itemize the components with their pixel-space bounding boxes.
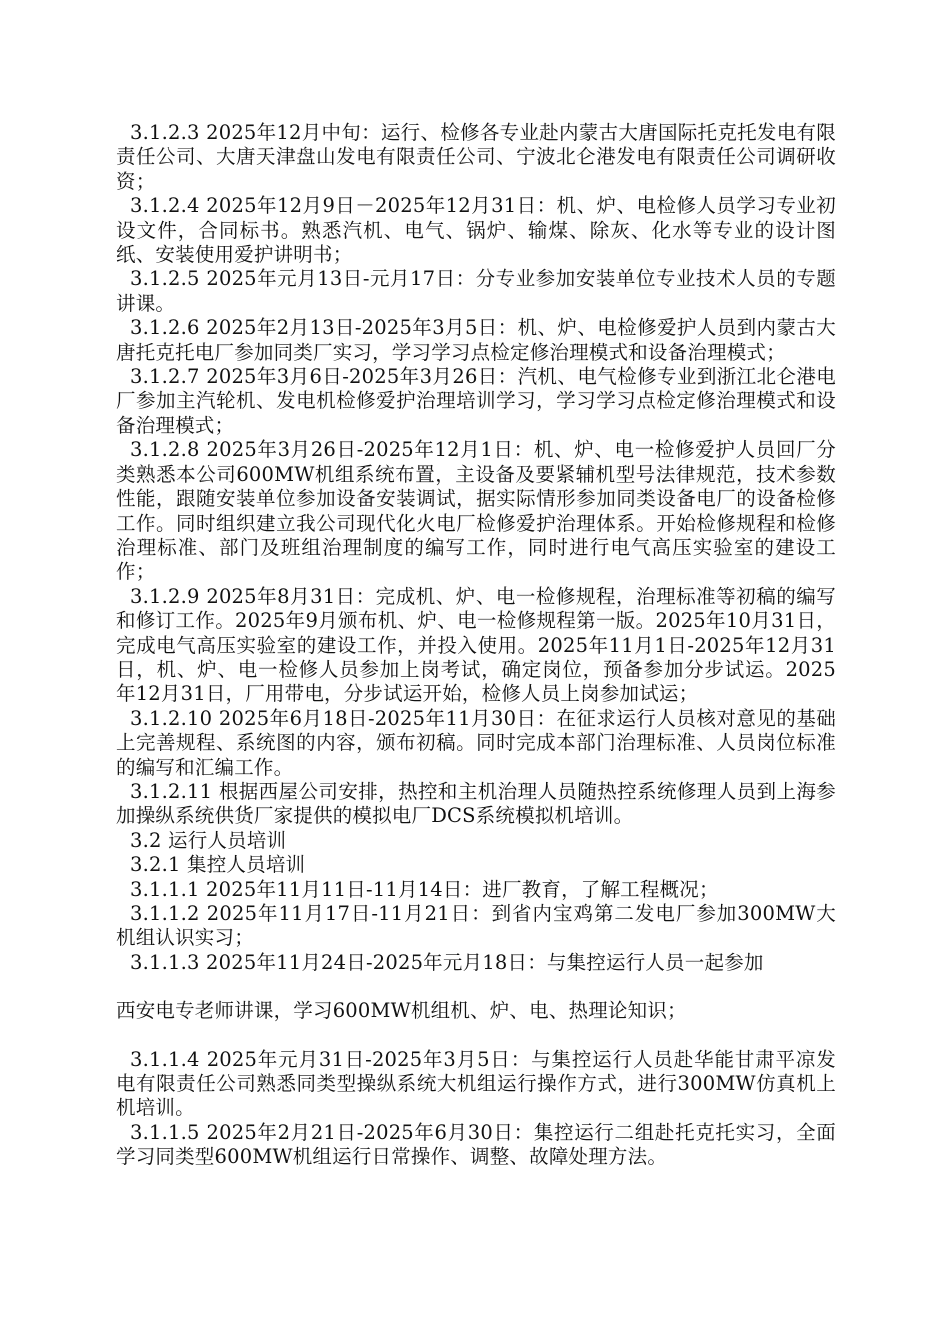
paragraph-3-1-1-4: 3.1.1.4 2025年元月31日-2025年3月5日：与集控运行人员赴华能甘肃平凉发电有限责任公司熟悉同类型操纵系统大机组运行操作方式，进行300MW仿真机上机培训。 — [116, 1047, 836, 1120]
paragraph-3-1-2-8: 3.1.2.8 2025年3月26日-2025年12月1日：机、炉、电一检修爱护人员回厂分类熟悉本公司600MW机组系统布置，主设备及要紧辅机型号法律规范，技术参数性能，跟随安装单位参加设备安装调试，据实际情形参加同类设备电厂的设备检修工作。同时组织建立我公司现代化火电厂检修爱护治理体系。开始检修规程和检修治理标准、部门及班组治理制度的编写工作，同时进行电气高压实验室的建设工作； — [116, 438, 836, 584]
paragraph-3-1-1-1: 3.1.1.1 2025年11月11日-11月14日：进厂教育，了解工程概况； — [130, 877, 719, 901]
section-heading-3-2: 3.2 运行人员培训 — [130, 828, 287, 852]
paragraph-3-1-1-3-continued: 西安电专老师讲课，学习600MW机组机、炉、电、热理论知识； — [116, 999, 687, 1023]
paragraph-3-1-1-3: 3.1.1.3 2025年11月24日-2025年元月18日：与集控运行人员一起参加 — [130, 950, 764, 974]
paragraph-3-1-2-6: 3.1.2.6 2025年2月13日-2025年3月5日：机、炉、电检修爱护人员到内蒙古大唐托克托电厂参加同类厂实习，学习学习点检定修治理模式和设备治理模式； — [116, 316, 836, 364]
paragraph-3-1-1-5: 3.1.1.5 2025年2月21日-2025年6月30日：集控运行二组赴托克托实习，全面学习同类型600MW机组运行日常操作、调整、故障处理方法。 — [116, 1120, 836, 1169]
paragraph-3-1-1-2: 3.1.1.2 2025年11月17日-11月21日：到省内宝鸡第二发电厂参加300MW大机组认识实习； — [116, 902, 836, 950]
paragraph-3-1-2-11: 3.1.2.11 根据西屋公司安排，热控和主机治理人员随热控系统修理人员到上海参加操纵系统供货厂家提供的模拟电厂DCS系统模拟机培训。 — [116, 779, 836, 828]
paragraph-3-1-2-10: 3.1.2.10 2025年6月18日-2025年11月30日：在征求运行人员核对意见的基础上完善规程、系统图的内容，颁布初稿。同时完成本部门治理标准、人员岗位标准的编写和汇编工作。 — [116, 706, 836, 779]
document-body — [116, 121, 836, 1170]
paragraph-3-1-2-7: 3.1.2.7 2025年3月6日-2025年3月26日：汽机、电气检修专业到浙江北仑港电厂参加主汽轮机、发电机检修爱护治理培训学习，学习学习点检定修治理模式和设备治理模式； — [116, 365, 836, 437]
paragraph-3-1-2-4: 3.1.2.4 2025年12月9日－2025年12月31日：机、炉、电检修人员学习专业初设文件，合同标书。熟悉汽机、电气、锅炉、输煤、除灰、化水等专业的设计图纸、安装使用爱护讲明书； — [116, 194, 836, 267]
paragraph-3-1-2-3: 3.1.2.3 2025年12月中旬：运行、检修各专业赴内蒙古大唐国际托克托发电有限责任公司、大唐天津盘山发电有限责任公司、宁波北仑港发电有限责任公司调研收资； — [116, 121, 836, 193]
paragraph-3-1-2-5: 3.1.2.5 2025年元月13日-元月17日：分专业参加安装单位专业技术人员的专题讲课。 — [116, 267, 836, 315]
paragraph-3-1-2-9: 3.1.2.9 2025年8月31日：完成机、炉、电一检修规程，治理标准等初稿的编写和修订工作。2025年9月颁布机、炉、电一检修规程第一版。2025年10月31日，完成电气高压实验室的建设工作，并投入使用。2025年11月1日-2025年12月31日，机、炉、电一检修人员参加上岗考试，确定岗位，预备参加分步试运。2025年12月31日，厂用带电，分步试运开始，检修人员上岗参加试运； — [116, 584, 836, 706]
section-heading-3-2-1: 3.2.1 集控人员培训 — [130, 853, 306, 877]
